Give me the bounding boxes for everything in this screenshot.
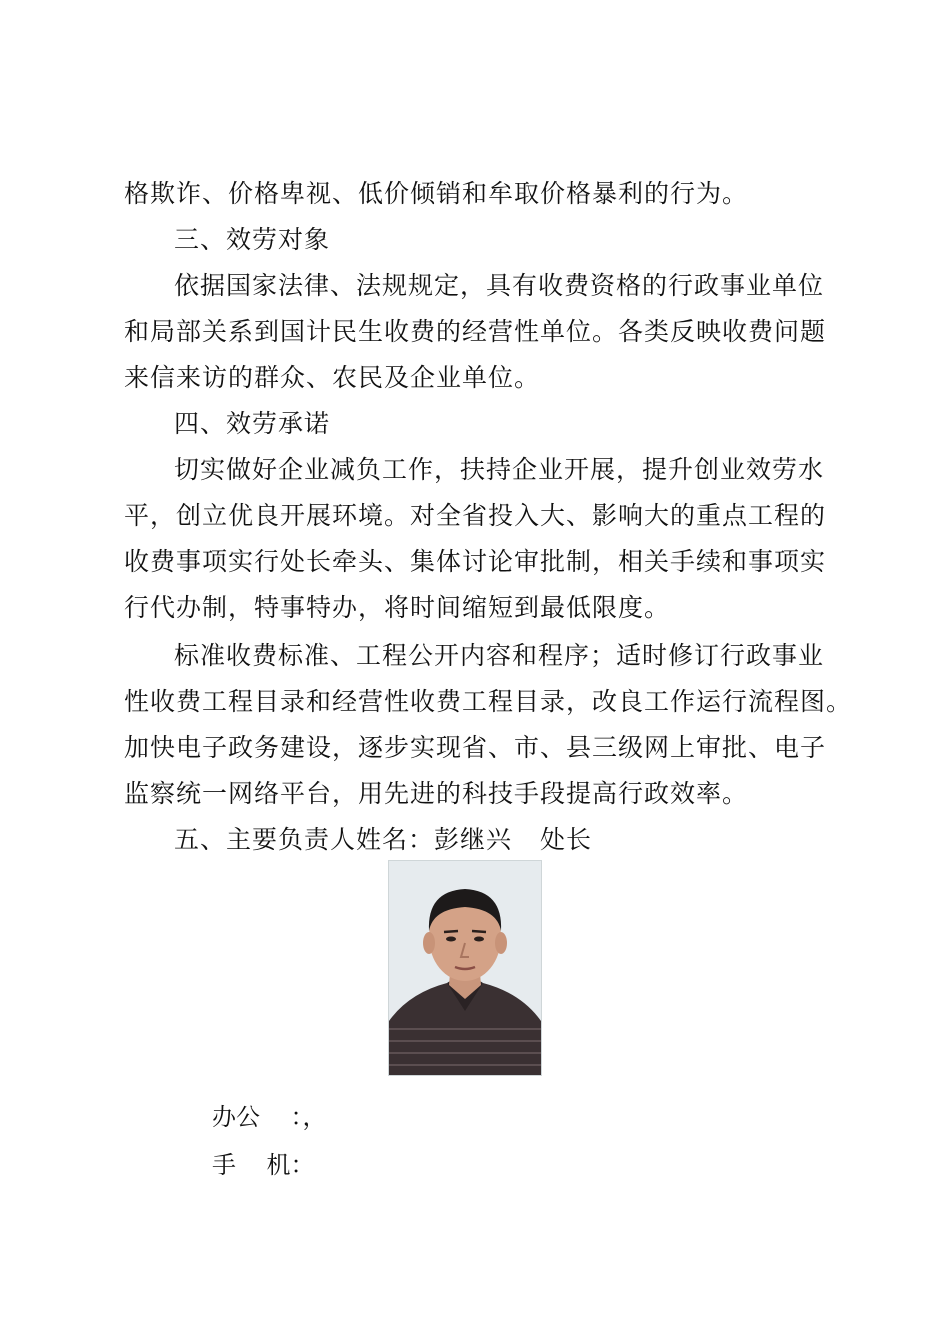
body-text-line: 加快电子政务建设，逐步实现省、市、县三级网上审批、电子: [124, 733, 827, 762]
body-text-line: 平，创立优良开展环境。对全省投入大、影响大的重点工程的: [124, 501, 827, 530]
person-portrait-icon: [389, 861, 541, 1075]
body-text-line: 格欺诈、价格卑视、低价倾销和牟取价格暴利的行为。: [124, 179, 749, 208]
leader-name: 彭继兴: [434, 825, 513, 854]
body-text-line: 标准收费标准、工程公开内容和程序；适时修订行政事业: [174, 641, 825, 670]
mobile-phone-label: 手 机：: [212, 1151, 315, 1179]
section-heading-service-target: 三、效劳对象: [174, 225, 331, 254]
body-text-line: 性收费工程目录和经营性收费工程目录，改良工作运行流程图。: [124, 687, 853, 716]
body-text-line: 来信来访的群众、农民及企业单位。: [124, 363, 541, 392]
office-phone-label: 办公 ：，: [212, 1103, 327, 1131]
leader-label: 五、主要负责人姓名：: [174, 825, 435, 854]
body-text-line: 监察统一网络平台，用先进的科技手段提高行政效率。: [124, 779, 749, 808]
leader-title: 处长: [540, 825, 593, 854]
body-text-line: 切实做好企业减负工作，扶持企业开展，提升创业效劳水: [174, 455, 825, 484]
body-text-line: 依据国家法律、法规规定，具有收费资格的行政事业单位: [174, 271, 825, 300]
body-text-line: 收费事项实行处长牵头、集体讨论审批制，相关手续和事项实: [124, 547, 827, 576]
body-text-line: 行代办制，特事特办，将时间缩短到最低限度。: [124, 593, 671, 622]
body-text-line: 和局部关系到国计民生收费的经营性单位。各类反映收费问题: [124, 317, 827, 346]
section-heading-service-commitment: 四、效劳承诺: [174, 409, 331, 438]
leader-line: [174, 822, 874, 858]
leader-photo: [388, 860, 542, 1076]
